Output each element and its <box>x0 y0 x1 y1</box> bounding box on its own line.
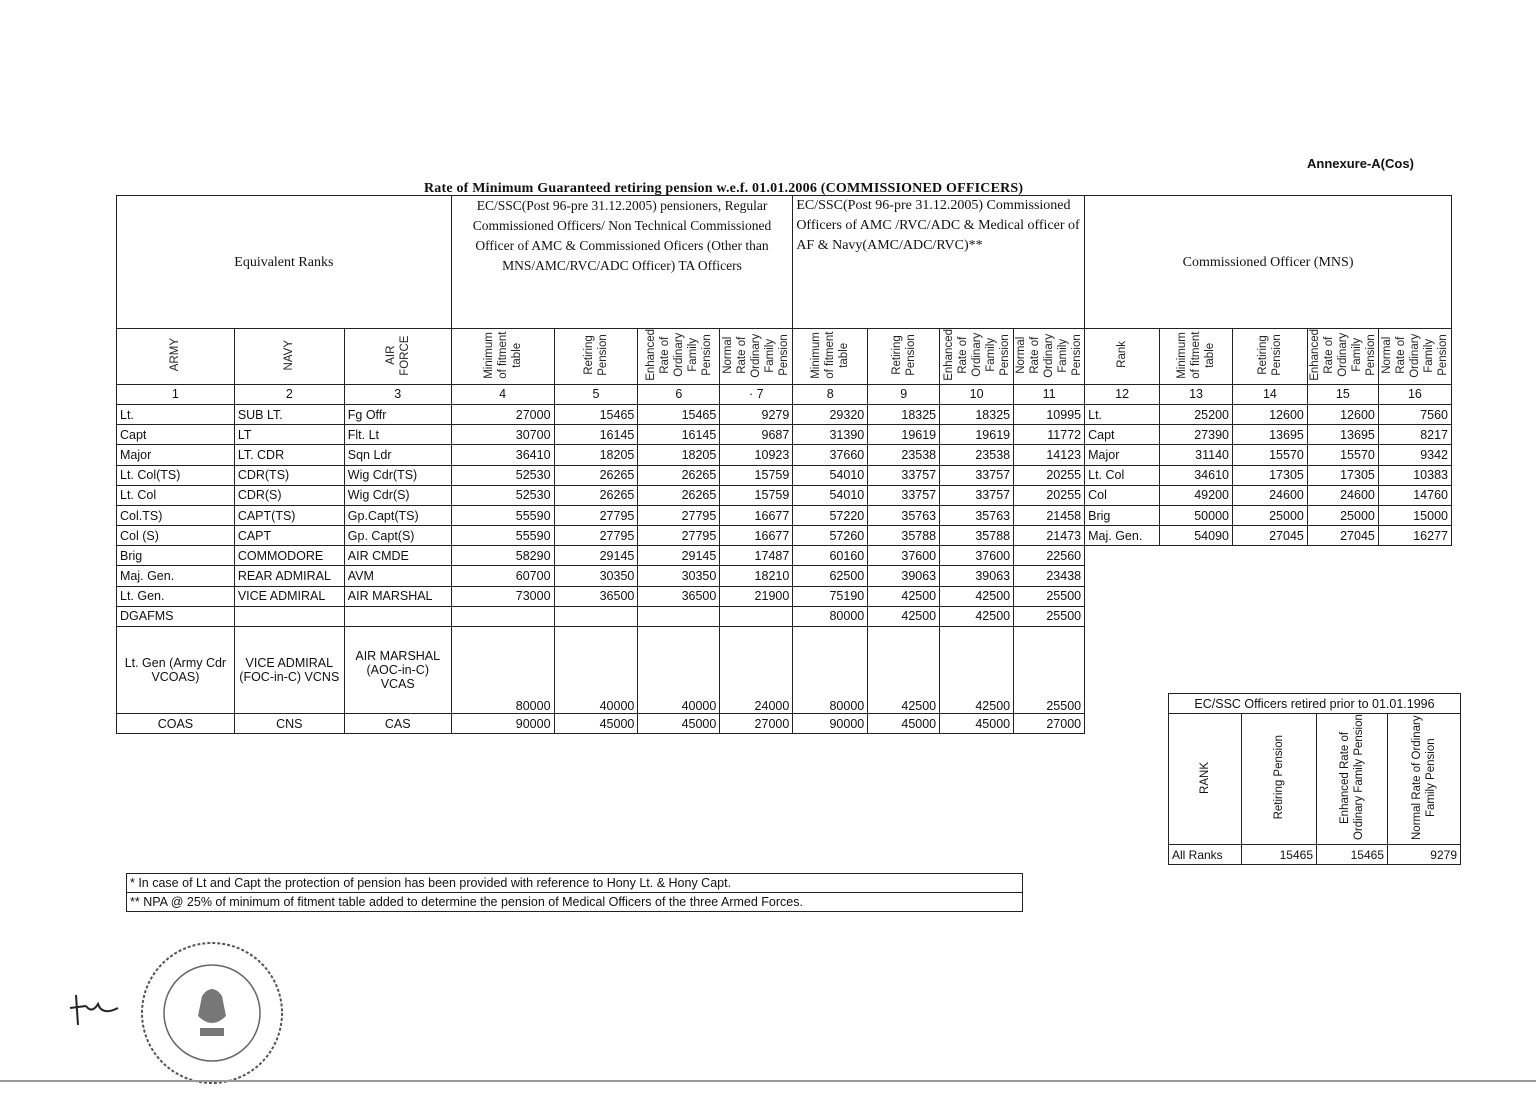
col-index: 12 <box>1085 384 1160 404</box>
page-title: Rate of Minimum Guaranteed retiring pension w.e.f. 01.01.2006 (COMMISSIONED OFFICERS) <box>424 181 1024 196</box>
group-b-header: EC/SSC(Post 96-pre 31.12.2005) Commissioned Officers of AMC /RVC/ADC & Medical officer of AF & Navy(AMC/ADC/RVC)** <box>793 196 1085 329</box>
col-index: · 7 <box>720 384 793 404</box>
table-row-army: Lt. Gen (Army Cdr VCOAS) <box>117 627 235 714</box>
table-row-af: Wig Cdr(TS) <box>344 465 451 485</box>
table-row-af: AVM <box>344 566 451 586</box>
table-cell: 15000 <box>1378 505 1451 525</box>
pension-table <box>116 195 1452 734</box>
col-index: 14 <box>1233 384 1308 404</box>
table-cell: 39063 <box>940 566 1014 586</box>
table-cell: 14760 <box>1378 485 1451 505</box>
retiring-pension-header: Retiring Pension <box>1233 329 1308 385</box>
table-cell: 29320 <box>793 404 868 424</box>
table-cell: 27045 <box>1233 526 1308 546</box>
table-row-navy: CDR(S) <box>234 485 344 505</box>
table-cell <box>720 606 793 626</box>
table-cell: 7560 <box>1378 404 1451 424</box>
rank-header: Rank <box>1085 329 1160 385</box>
table-row <box>117 404 1452 424</box>
table-row-army: Lt. Col(TS) <box>117 465 235 485</box>
table-cell: 27795 <box>638 505 720 525</box>
table-row-army: Col (S) <box>117 526 235 546</box>
table-cell: 19619 <box>868 425 940 445</box>
table-cell: 20255 <box>1014 465 1085 485</box>
table-cell: 15465 <box>554 404 638 424</box>
table-cell: 37660 <box>793 445 868 465</box>
pre-1996-table <box>1168 693 1461 865</box>
table-cell: 57260 <box>793 526 868 546</box>
table-row-navy: VICE ADMIRAL <box>234 586 344 606</box>
table-cell: 31390 <box>793 425 868 445</box>
table-row-navy: CAPT <box>234 526 344 546</box>
col-index: 8 <box>793 384 868 404</box>
table-cell: 39063 <box>868 566 940 586</box>
table-cell: 45000 <box>940 714 1014 734</box>
rank-rows <box>117 404 1452 626</box>
table-cell: 35763 <box>940 505 1014 525</box>
table-row <box>117 606 1452 626</box>
table-cell: 21473 <box>1014 526 1085 546</box>
mns-rank: Brig <box>1085 505 1160 525</box>
table-cell: 17305 <box>1307 465 1378 485</box>
table-row <box>117 526 1452 546</box>
table-cell: 45000 <box>868 714 940 734</box>
table-row-army: Maj. Gen. <box>117 566 235 586</box>
table-cell: 25200 <box>1160 404 1233 424</box>
table-cell: 54010 <box>793 485 868 505</box>
table-cell: 25500 <box>1014 627 1085 714</box>
table-row-navy: SUB LT. <box>234 404 344 424</box>
navy-header: NAVY <box>234 329 344 385</box>
table-row-army: Col.TS) <box>117 505 235 525</box>
table-cell: 33757 <box>868 485 940 505</box>
table-cell: 33757 <box>940 465 1014 485</box>
table-cell: 27795 <box>554 505 638 525</box>
table-cell: 23438 <box>1014 566 1085 586</box>
table-cell: 73000 <box>451 586 554 606</box>
table-cell: 24600 <box>1233 485 1308 505</box>
table-cell <box>554 606 638 626</box>
col-index: 10 <box>940 384 1014 404</box>
table-row-navy: VICE ADMIRAL (FOC-in-C) VCNS <box>234 627 344 714</box>
table-cell: 55590 <box>451 526 554 546</box>
table-cell: 30350 <box>554 566 638 586</box>
table-cell: 29145 <box>554 546 638 566</box>
table-cell: 10383 <box>1378 465 1451 485</box>
table-cell: 25000 <box>1233 505 1308 525</box>
table-cell: 9687 <box>720 425 793 445</box>
table-row <box>117 546 1452 566</box>
table-row <box>117 485 1452 505</box>
table-cell: 62500 <box>793 566 868 586</box>
table-row-af: Gp. Capt(S) <box>344 526 451 546</box>
table-cell: 9279 <box>1388 845 1461 865</box>
table-row-af: Sqn Ldr <box>344 445 451 465</box>
table-row-army: Lt. Gen. <box>117 586 235 606</box>
col-index: 1 <box>117 384 235 404</box>
table-row-af: CAS <box>344 714 451 734</box>
table-cell: 42500 <box>940 627 1014 714</box>
retiring-pension-header: Retiring Pension <box>868 329 940 385</box>
table-row <box>117 425 1452 445</box>
blank-cell <box>1085 586 1452 606</box>
mns-rank: Col <box>1085 485 1160 505</box>
table-cell: 15465 <box>638 404 720 424</box>
normal-rate-header: Normal Rate of Ordinary Family Pension <box>1378 329 1451 385</box>
table-cell <box>638 606 720 626</box>
enhanced-rate-header: Enhanced Rate of Ordinary Family Pension <box>940 329 1014 385</box>
table-cell: 33757 <box>868 465 940 485</box>
table-row-af: Wig Cdr(S) <box>344 485 451 505</box>
table-cell: 10995 <box>1014 404 1085 424</box>
table-row-navy <box>234 606 344 626</box>
table-cell: 13695 <box>1233 425 1308 445</box>
table-cell: 16145 <box>638 425 720 445</box>
table-cell: 36410 <box>451 445 554 465</box>
table-cell: 19619 <box>940 425 1014 445</box>
table-cell: 42500 <box>868 606 940 626</box>
table-cell: 49200 <box>1160 485 1233 505</box>
table-row-navy: LT <box>234 425 344 445</box>
normal-rate-header: Normal Rate of Ordinary Family Pension <box>720 329 793 385</box>
table-cell: 17487 <box>720 546 793 566</box>
table-cell: 26265 <box>554 465 638 485</box>
col-index: 13 <box>1160 384 1233 404</box>
table-row-af: AIR MARSHAL <box>344 586 451 606</box>
table-cell: 42500 <box>940 606 1014 626</box>
table-cell: 8217 <box>1378 425 1451 445</box>
table-cell: 27390 <box>1160 425 1233 445</box>
table-cell: 10923 <box>720 445 793 465</box>
col-index: 2 <box>234 384 344 404</box>
blank-cell <box>1085 546 1452 566</box>
table-cell: 25500 <box>1014 586 1085 606</box>
table-cell: 15570 <box>1233 445 1308 465</box>
mns-rank: Lt. <box>1085 404 1160 424</box>
min-fitment-header: Minimum of fitment table <box>793 329 868 385</box>
table-cell: 23538 <box>940 445 1014 465</box>
col-index: 5 <box>554 384 638 404</box>
table-cell: 27000 <box>1014 714 1085 734</box>
table-cell: 26265 <box>638 485 720 505</box>
table-cell: 90000 <box>793 714 868 734</box>
table-cell: 17305 <box>1233 465 1308 485</box>
table-cell: 18210 <box>720 566 793 586</box>
table-cell: 60700 <box>451 566 554 586</box>
table-cell: 15465 <box>1242 845 1317 865</box>
table-cell: 36500 <box>554 586 638 606</box>
table-cell: 54010 <box>793 465 868 485</box>
table-cell: 15465 <box>1317 845 1388 865</box>
table-row <box>117 566 1452 586</box>
table-cell: 54090 <box>1160 526 1233 546</box>
army-header: ARMY <box>117 329 235 385</box>
table-cell: 25500 <box>1014 606 1085 626</box>
group-a-header: EC/SSC(Post 96-pre 31.12.2005) pensioners, Regular Commissioned Officers/ Non Technical Commissioned Officer of AMC & Commissioned Oficers (Other than MNS/AMC/RVC/ADC Officer) TA Officers <box>451 196 793 329</box>
footnote-1: * In case of Lt and Capt the protection of pension has been provided with reference to Hony Lt. & Hony Capt. <box>127 874 1023 893</box>
table-cell <box>451 606 554 626</box>
table-cell: 57220 <box>793 505 868 525</box>
mns-rank: Capt <box>1085 425 1160 445</box>
table-row-af: AIR CMDE <box>344 546 451 566</box>
table-row-army: Lt. <box>117 404 235 424</box>
table-cell: 27795 <box>638 526 720 546</box>
annexure-label: Annexure-A(Cos) <box>1307 156 1414 171</box>
table-cell: 90000 <box>451 714 554 734</box>
table-cell: 45000 <box>638 714 720 734</box>
table-row-af: Gp.Capt(TS) <box>344 505 451 525</box>
enhanced-rate-header: Enhanced Rate of Ordinary Family Pension <box>1317 714 1388 845</box>
blank-cell <box>1085 606 1452 626</box>
table-cell: 42500 <box>868 586 940 606</box>
table-row <box>117 465 1452 485</box>
pre-1996-title: EC/SSC Officers retired prior to 01.01.1996 <box>1169 694 1461 714</box>
table-row-navy: REAR ADMIRAL <box>234 566 344 586</box>
table-cell: 22560 <box>1014 546 1085 566</box>
table-cell: 9342 <box>1378 445 1451 465</box>
table-cell: 16677 <box>720 526 793 546</box>
bottom-rule <box>0 1080 1536 1082</box>
table-cell: 45000 <box>554 714 638 734</box>
enhanced-rate-header: Enhanced Rate of Ordinary Family Pension <box>1307 329 1378 385</box>
group-c-header: Commissioned Officer (MNS) <box>1085 196 1452 329</box>
air-force-header: AIR FORCE <box>344 329 451 385</box>
retiring-pension-header: Retiring Pension <box>554 329 638 385</box>
table-row <box>117 505 1452 525</box>
table-row <box>117 586 1452 606</box>
table-cell: 18325 <box>940 404 1014 424</box>
ministry-seal <box>132 938 292 1093</box>
table-cell: 60160 <box>793 546 868 566</box>
table-cell: 14123 <box>1014 445 1085 465</box>
min-fitment-header: Minimum of fitment table <box>451 329 554 385</box>
signature <box>66 990 126 1035</box>
table-cell: 16277 <box>1378 526 1451 546</box>
table-cell: 23538 <box>868 445 940 465</box>
table-cell: 27000 <box>720 714 793 734</box>
table-cell: 35788 <box>940 526 1014 546</box>
table-cell: 24000 <box>720 627 793 714</box>
table-cell: 52530 <box>451 485 554 505</box>
table-cell: 33757 <box>940 485 1014 505</box>
col-index: 6 <box>638 384 720 404</box>
table-cell: 75190 <box>793 586 868 606</box>
mns-rank: Major <box>1085 445 1160 465</box>
table-cell: 37600 <box>940 546 1014 566</box>
table-cell: 11772 <box>1014 425 1085 445</box>
mns-rank: Lt. Col <box>1085 465 1160 485</box>
table-row-army: Lt. Col <box>117 485 235 505</box>
min-fitment-header: Minimum of fitment table <box>1160 329 1233 385</box>
table-cell: 15570 <box>1307 445 1378 465</box>
table-cell: 9279 <box>720 404 793 424</box>
table-cell: 80000 <box>451 627 554 714</box>
table-row-navy: LT. CDR <box>234 445 344 465</box>
table-row-navy: COMMODORE <box>234 546 344 566</box>
table-cell: 21458 <box>1014 505 1085 525</box>
equivalent-ranks-header: Equivalent Ranks <box>117 196 452 329</box>
table-row <box>117 445 1452 465</box>
table-cell: 13695 <box>1307 425 1378 445</box>
table-cell: 18205 <box>554 445 638 465</box>
table-cell: 58290 <box>451 546 554 566</box>
table-cell: 37600 <box>868 546 940 566</box>
table-row-army: DGAFMS <box>117 606 235 626</box>
table-cell: 30700 <box>451 425 554 445</box>
table-cell: 80000 <box>793 627 868 714</box>
table-cell: 25000 <box>1307 505 1378 525</box>
table-cell: 20255 <box>1014 485 1085 505</box>
table-row-navy: CAPT(TS) <box>234 505 344 525</box>
table-cell: 50000 <box>1160 505 1233 525</box>
table-row-navy: CNS <box>234 714 344 734</box>
table-cell: 18205 <box>638 445 720 465</box>
table-cell: 36500 <box>638 586 720 606</box>
table-cell: 52530 <box>451 465 554 485</box>
table-cell: 12600 <box>1233 404 1308 424</box>
table-cell: 31140 <box>1160 445 1233 465</box>
table-cell: 21900 <box>720 586 793 606</box>
col-index: 15 <box>1307 384 1378 404</box>
table-cell: 26265 <box>554 485 638 505</box>
table-cell: 18325 <box>868 404 940 424</box>
table-cell: 40000 <box>554 627 638 714</box>
table-row-army: Major <box>117 445 235 465</box>
table-cell: 16677 <box>720 505 793 525</box>
table-cell: 34610 <box>1160 465 1233 485</box>
table-cell: 15759 <box>720 465 793 485</box>
table-cell: 27795 <box>554 526 638 546</box>
normal-rate-header: Normal Rate of Ordinary Family Pension <box>1388 714 1461 845</box>
table-cell: 30350 <box>638 566 720 586</box>
table-cell: 35763 <box>868 505 940 525</box>
table-cell: 15759 <box>720 485 793 505</box>
enhanced-rate-header: Enhanced Rate of Ordinary Family Pension <box>638 329 720 385</box>
table-row-army: COAS <box>117 714 235 734</box>
mns-rank: Maj. Gen. <box>1085 526 1160 546</box>
table-row-af: Fg Offr <box>344 404 451 424</box>
table-row-navy: CDR(TS) <box>234 465 344 485</box>
table-cell: 55590 <box>451 505 554 525</box>
table-cell: 26265 <box>638 465 720 485</box>
table-cell: 27045 <box>1307 526 1378 546</box>
col-index: 3 <box>344 384 451 404</box>
retiring-pension-header: Retiring Pension <box>1242 714 1317 845</box>
table-row-af <box>344 606 451 626</box>
table-row-af: Flt. Lt <box>344 425 451 445</box>
table-row-army: Brig <box>117 546 235 566</box>
footnote-2: ** NPA @ 25% of minimum of fitment table added to determine the pension of Medical Officers of the three Armed Forces. <box>127 893 1023 912</box>
col-index: 9 <box>868 384 940 404</box>
all-ranks-label: All Ranks <box>1169 845 1242 865</box>
blank-cell <box>1085 566 1452 586</box>
table-cell: 40000 <box>638 627 720 714</box>
table-cell: 16145 <box>554 425 638 445</box>
normal-rate-header: Normal Rate of Ordinary Family Pension <box>1014 329 1085 385</box>
col-index: 4 <box>451 384 554 404</box>
rank-header: RANK <box>1169 714 1242 845</box>
col-index: 16 <box>1378 384 1451 404</box>
table-cell: 24600 <box>1307 485 1378 505</box>
table-cell: 29145 <box>638 546 720 566</box>
table-cell: 12600 <box>1307 404 1378 424</box>
table-cell: 27000 <box>451 404 554 424</box>
col-index: 11 <box>1014 384 1085 404</box>
table-row-army: Capt <box>117 425 235 445</box>
table-cell: 42500 <box>940 586 1014 606</box>
table-cell: 35788 <box>868 526 940 546</box>
table-row-af: AIR MARSHAL (AOC-in-C) VCAS <box>344 627 451 714</box>
table-cell: 80000 <box>793 606 868 626</box>
table-cell: 42500 <box>868 627 940 714</box>
footnotes <box>126 873 1023 912</box>
